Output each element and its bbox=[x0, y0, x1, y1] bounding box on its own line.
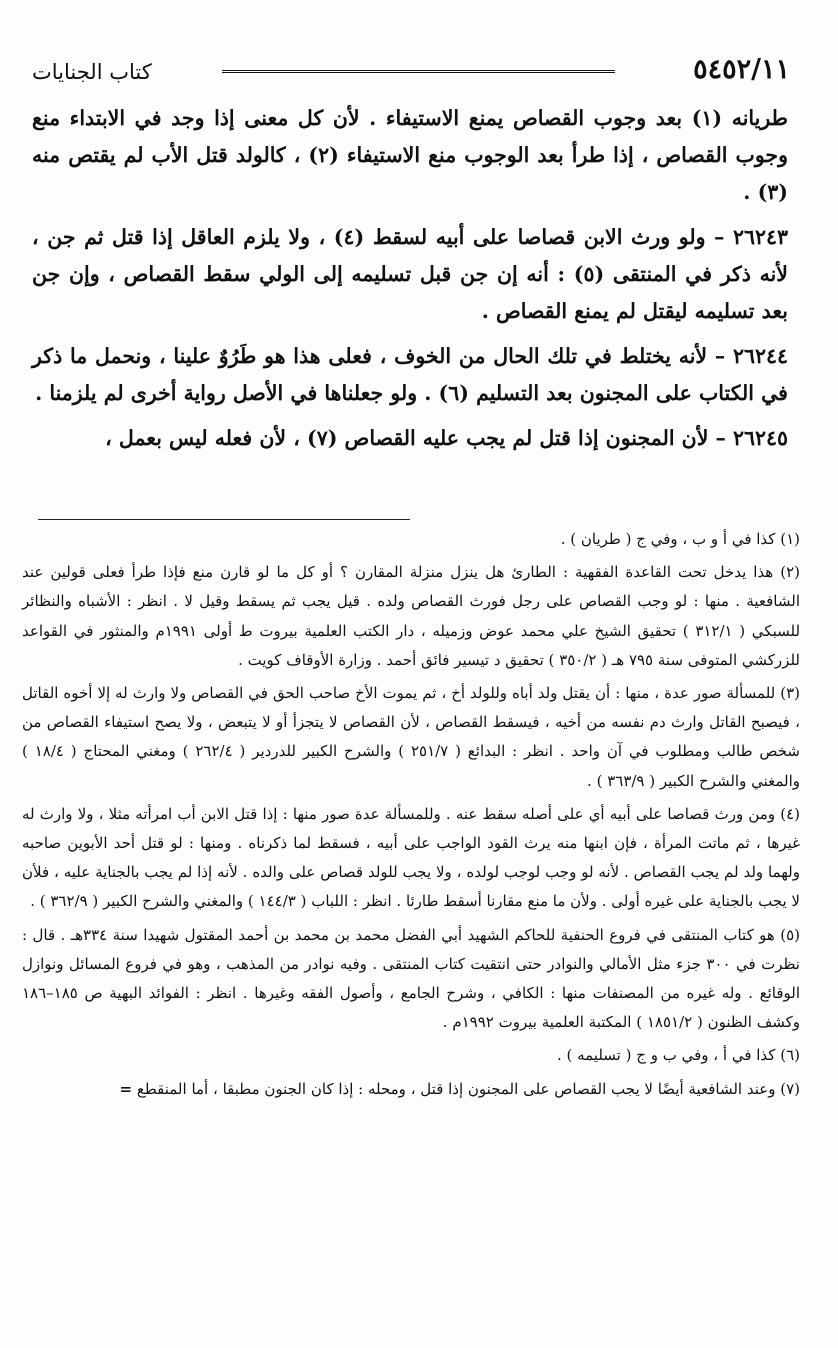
footnote: (٢) هذا يدخل تحت القاعدة الفقهية : الطارئ هل ينزل منزلة المقارن ؟ أو كل ما لو قارن منع فإذا طرأ فعلى قولين عند الشافعية . منها : لو وجب القصاص على رجل فورث القصاص ولده . قيل يجب ثم يسقط وقيل لا . انظر : الأشباه والنظائر للسبكي ( ٣١٢/١ ) تحقيق الشيخ علي محمد عوض وزميله ، دار الكتب العلمية بيروت ط أولى ١٩٩١م والمنثور في القواعد للزركشي المتوفى سنة ٧٩٥ هـ ( ٣٥٠/٢ ) تحقيق د تيسير فائق أحمد . وزارة الأوقاف كويت . bbox=[22, 563, 801, 669]
paragraph-number: ٢٦٢٤٣ bbox=[732, 225, 788, 249]
footnote: (٥) هو كتاب المنتقى في فروع الحنفية للحاكم الشهيد أبي الفضل محمد بن محمد بن أحمد المقتول شهيدا سنة ٣٣٤هـ . قال : نظرت في ٣٠٠ جزء مثل الأمالي والنوادر حتى انتقيت كتاب المنتقى . وفيه نوادر من المذهب ، وهو في فروع المسائل ونوازل الوقائع . وله غيره من المصنفات منها : الكافي ، وشرح الجامع ، وأصول الفقه وغيرها . انظر : الفوائد البهية ص ١٨٥–١٨٦ وكشف الظنون ( ١٨٥١/٢ ) المكتبة العلمية بيروت ١٩٩٢م . bbox=[22, 925, 800, 1032]
continuation-mark: = bbox=[119, 1079, 133, 1098]
footnote: (٦) كذا في أ ، وفي ب و ج ( تسليمه ) . bbox=[556, 1046, 800, 1065]
footnotes bbox=[22, 525, 800, 1108]
main-paragraph: ٢٦٢٤٤ – لأنه يختلط في تلك الحال من الخوف ، فعلى هذا هو طَرُوٌ علينا ، ونحمل ما ذكر في الكتاب على المجنون بعد التسليم (٦) . ولو جعلناها في الأصل رواية أخرى لم يلزمنا . bbox=[32, 344, 788, 405]
book-title: كتاب الجنايات bbox=[32, 60, 152, 84]
header-rule bbox=[222, 70, 615, 73]
footnote-separator bbox=[38, 519, 410, 520]
footnote: (٧) وعند الشافعية أيضًا لا يجب القصاص على المجنون إذا قتل ، ومحله : إذا كان الجنون مطبقا ، أما المنقطع = bbox=[119, 1079, 800, 1098]
main-paragraph: ٢٦٢٤٣ – ولو ورث الابن قصاصا على أبيه لسقط (٤) ، ولا يلزم العاقل إذا قتل ثم جن ، لأنه ذكر في المنتقى (٥) : أنه إن جن قبل تسليمه إلى الولي سقط القصاص ، وإن جن بعد تسليمه ليقتل لم يمنع القصاص . bbox=[32, 225, 788, 323]
main-paragraph: طريانه (١) بعد وجوب القصاص يمنع الاستيفاء . لأن كل معنى إذا وجد في الابتداء منع وجوب القصاص ، إذا طرأ بعد الوجوب منع الاستيفاء (٢) ، كالولد قتل الأب لم يقتص منه (٣) . bbox=[32, 106, 788, 204]
paragraph-number: ٢٦٢٤٤ bbox=[732, 344, 788, 368]
footnote: (٤) ومن ورث قصاصا على أبيه أي على أصله سقط عنه . وللمسألة عدة صور منها : إذا قتل الابن أب امرأته مثلا ، ولا وارث له غيرها ، ثم ماتت المرأة ، فإن ابنها منه يرث القود الواجب على أبيه ، فسقط لما ذكرناه . ومنها : لو قتل أحد الأبوين صاحبه ولهما ولد لم يجب القصاص . لأنه لو وجب لوجب لولده ، ولا يجب للولد قصاص على والده . لأنه إذا لم يجب بالجناية عليه ، فلأن لا يجب بالجناية على غيره أولى . ولأن ما منع مقارنا أسقط طارئا . انظر : اللباب ( ١٤٤/٣ ) والمغني والشرح الكبير ( ٣٦٢/٩ ) . bbox=[22, 804, 800, 911]
footnote: (١) كذا في أ و ب ، وفي ج ( طريان ) . bbox=[560, 530, 800, 548]
main-text bbox=[32, 100, 788, 465]
footnote: (٣) للمسألة صور عدة ، منها : أن يقتل ولد أباه وللولد أخ ، ثم يموت الأخ صاحب الحق في القصاص ولا وارث له إلا أخوه القاتل ، فيصبح القاتل وارث دم نفسه من أخيه ، فيسقط القصاص ، لأن القصاص لا يتجزأ أو لا يتبعض ، ولا يصح استيفاء القصاص من شخص طالب ومطلوب في آن واحد . انظر : البدائع ( ٢٥١/٧ ) والشرح الكبير للدردير ( ٢٦٢/٤ ) ومغني المحتاج ( ١٨/٤ ) والمغني والشرح الكبير ( ٣٦٣/٩ ) . bbox=[22, 684, 800, 790]
page-header bbox=[32, 50, 790, 90]
main-paragraph: ٢٦٢٤٥ – لأن المجنون إذا قتل لم يجب عليه القصاص (٧) ، لأن فعله ليس بعمل ، bbox=[105, 426, 788, 450]
page-number: ٥٤٥٢/١١ bbox=[693, 54, 790, 85]
paragraph-number: ٢٦٢٤٥ bbox=[732, 426, 788, 450]
